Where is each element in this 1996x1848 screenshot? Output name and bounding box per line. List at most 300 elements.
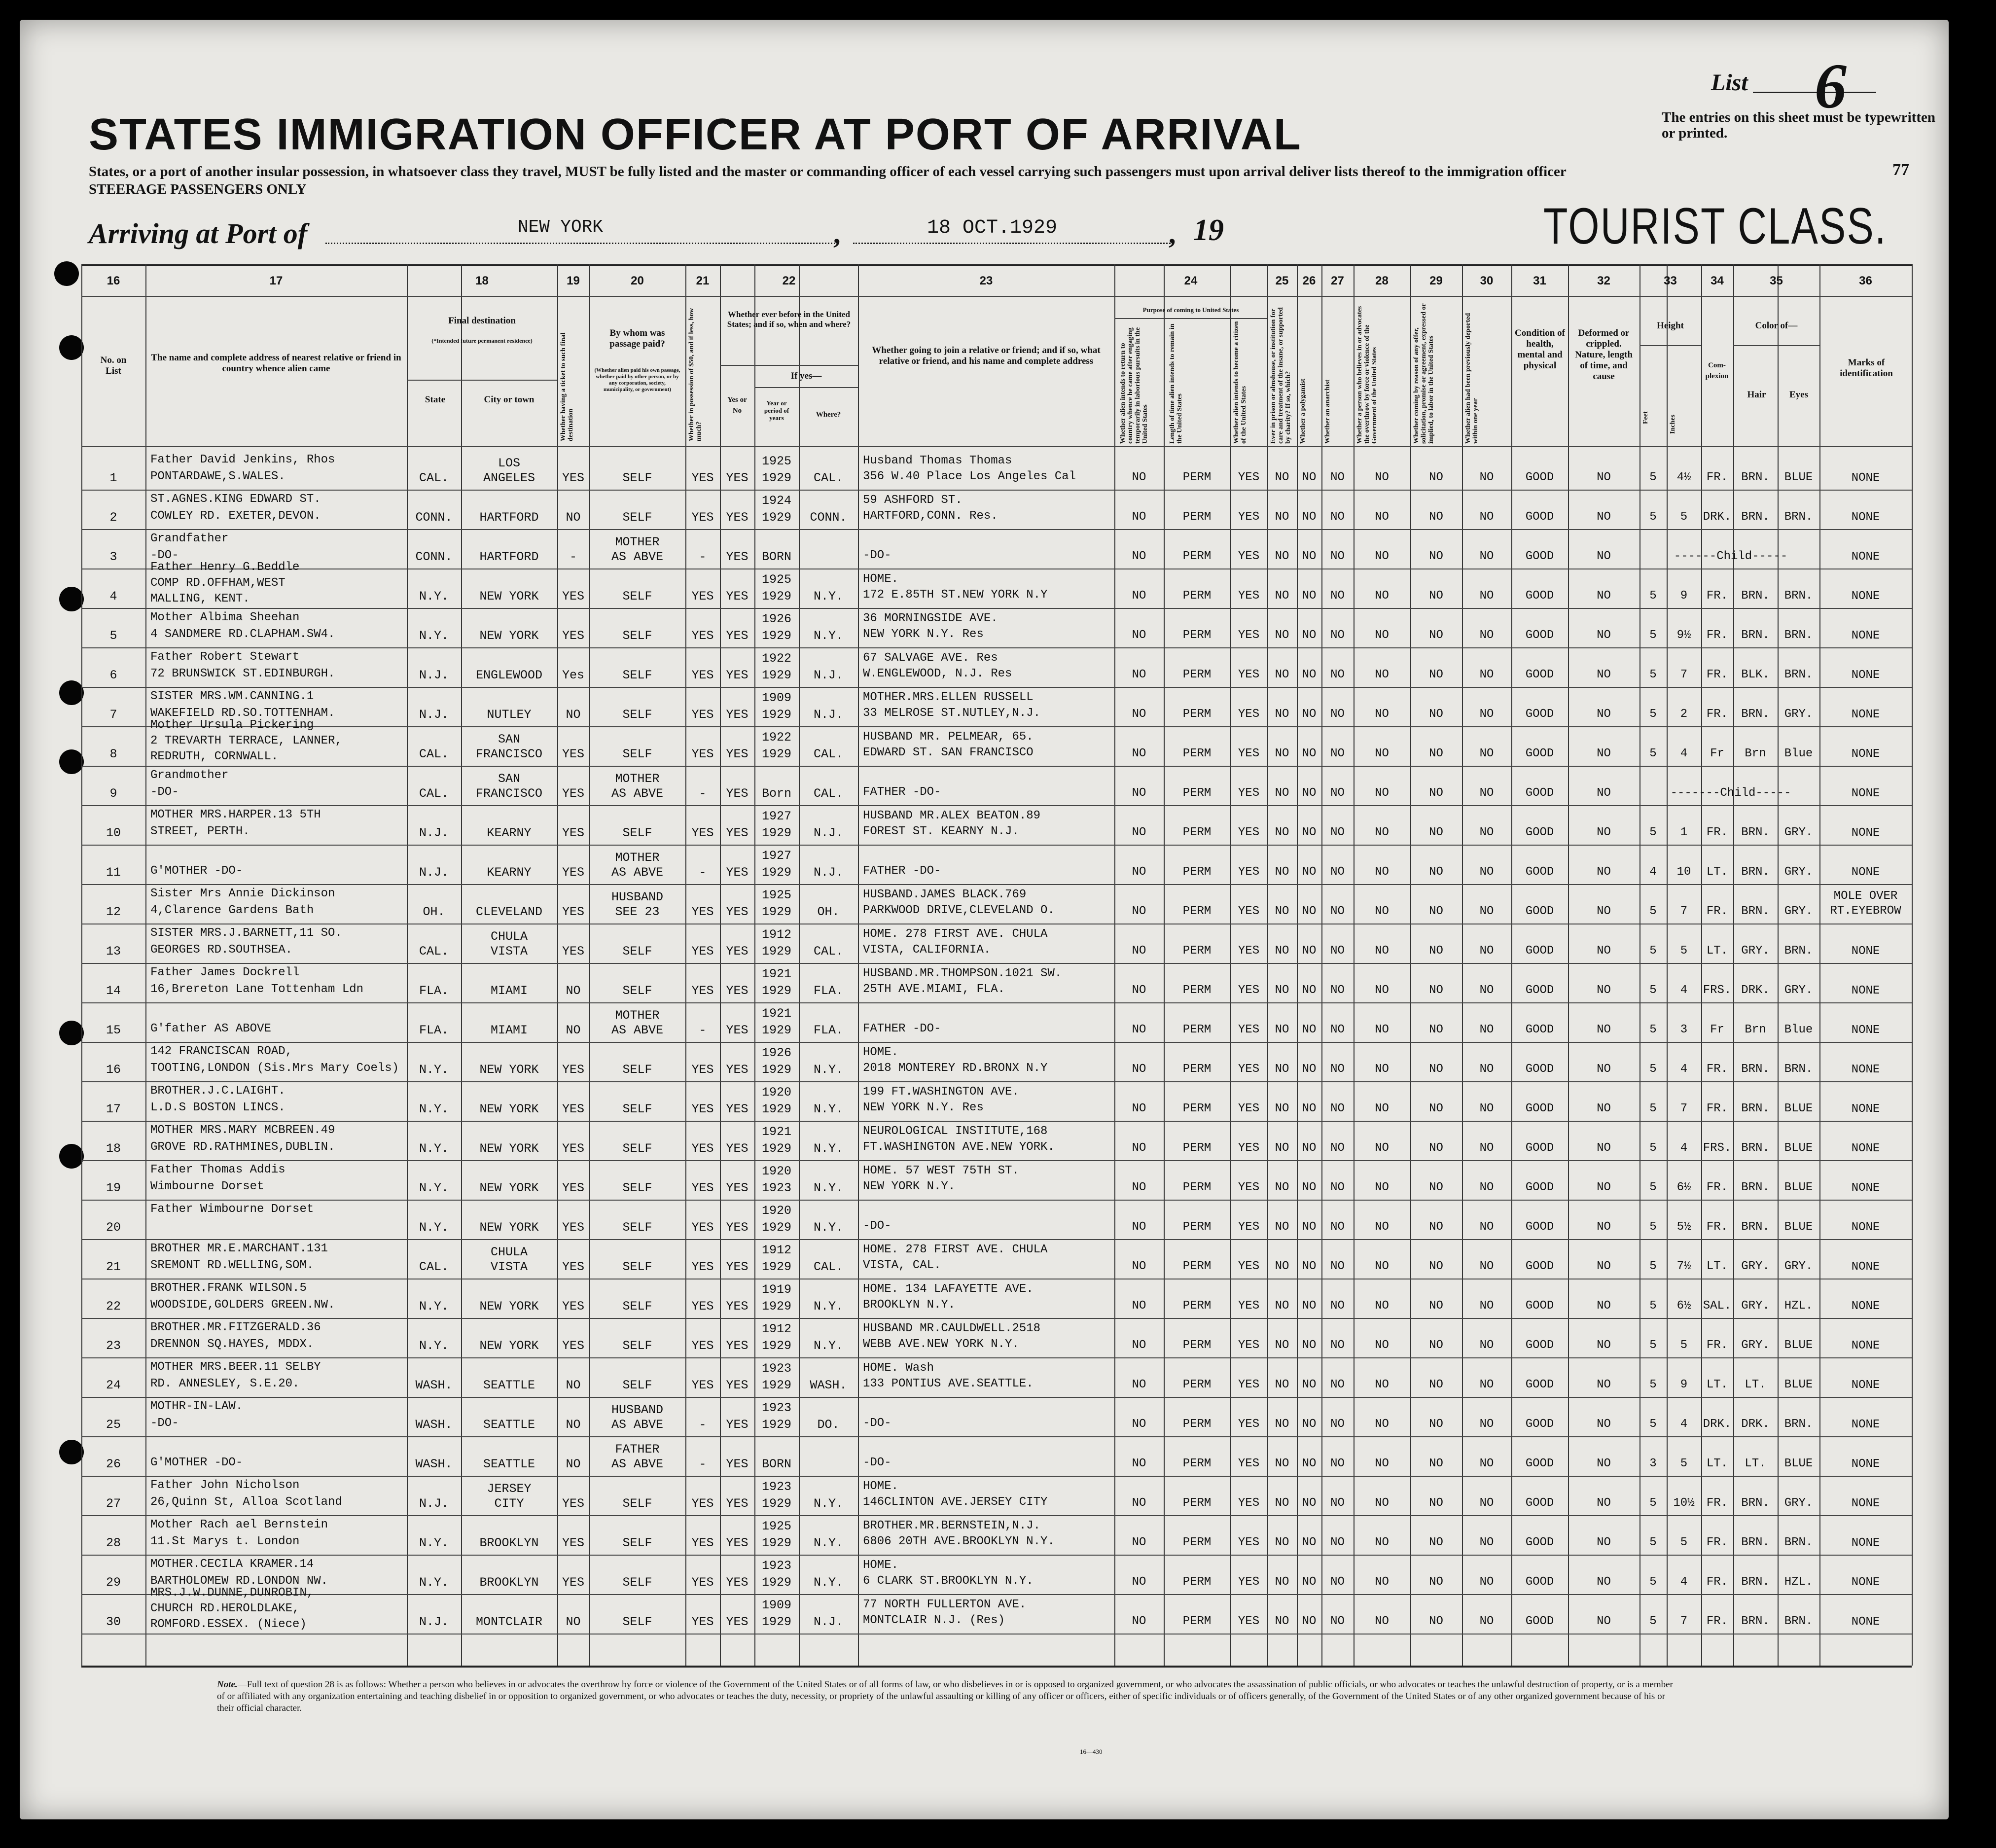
- column-number: 27: [1331, 274, 1344, 287]
- table-row: [0, 924, 1912, 964]
- dest-state: WASH.: [415, 1378, 453, 1392]
- where-value: N.Y.: [813, 1339, 843, 1353]
- column-rule: [1912, 264, 1913, 1666]
- dest-state: N.Y.: [419, 1575, 449, 1590]
- answer-c28: NO: [1375, 1023, 1389, 1036]
- header-marks: Marks of identification: [1840, 357, 1893, 379]
- answer-c24c: YES: [1238, 905, 1260, 918]
- dest-city: BROOKLYN: [479, 1575, 539, 1590]
- answer-deformed: NO: [1597, 1615, 1611, 1628]
- answer-c27: NO: [1330, 1457, 1345, 1470]
- column-number: 30: [1480, 274, 1494, 287]
- answer-inches: 4½: [1676, 471, 1691, 484]
- answer-c30: NO: [1479, 1378, 1494, 1391]
- joining-address: -DO-: [863, 1456, 891, 1469]
- subtitle-line: States, or a port of another insular possession, in whatsoever class they travel, MUST be fully listed and the master or commanding officer of each vessel carrying such passengers must upon arrival deliver lists thereof to the immigration officer: [89, 164, 1567, 179]
- answer-c24b: PERM: [1182, 1260, 1212, 1273]
- answer-c28: NO: [1375, 1102, 1389, 1115]
- answer-deformed: NO: [1597, 629, 1611, 642]
- answer-c24c: YES: [1238, 589, 1260, 603]
- where-value: N.Y.: [813, 1063, 843, 1077]
- answer-health: GOOD: [1525, 865, 1554, 879]
- page-title: STATES IMMIGRATION OFFICER AT PORT OF ARRIVAL: [89, 110, 1302, 159]
- relative-address: GEORGES RD.SOUTHSEA.: [150, 943, 293, 957]
- answer-inches: 9: [1680, 589, 1688, 603]
- relative-address-2: REDRUTH, CORNWALL.: [150, 750, 279, 763]
- passage-paid: SELF: [622, 1102, 652, 1116]
- identification-marks: NONE: [1851, 1181, 1880, 1195]
- table-row: [0, 451, 1912, 491]
- answer-c24a: NO: [1132, 471, 1146, 484]
- before-yes-no: YES: [726, 984, 748, 998]
- joining-relative: HOME.: [863, 572, 899, 586]
- header-final-destination: Final destination: [448, 316, 516, 326]
- answer-c24b: PERM: [1182, 1063, 1212, 1076]
- year-period: 1929: [761, 1378, 791, 1392]
- answer-c29: NO: [1429, 905, 1443, 918]
- answer-c30: NO: [1479, 1339, 1494, 1352]
- dest-state: CONN.: [415, 510, 453, 525]
- relative-address: GROVE RD.RATHMINES,DUBLIN.: [150, 1140, 335, 1154]
- year-period: 1929: [761, 1615, 791, 1629]
- dest-city: NEW YORK: [479, 1063, 539, 1077]
- answer-c30: NO: [1479, 1615, 1494, 1628]
- answer-c26: NO: [1302, 984, 1317, 997]
- answer-eyes: HZL.: [1784, 1575, 1813, 1589]
- answer-hair: BRN.: [1741, 629, 1770, 642]
- year-period: 1922: [761, 651, 791, 666]
- year-period: 1929: [761, 708, 791, 722]
- answer-c29: NO: [1429, 1102, 1443, 1115]
- answer-c24a: NO: [1132, 1496, 1146, 1510]
- relative-name: MOTHR-IN-LAW.: [150, 1400, 243, 1413]
- relative-address: -DO-: [150, 1417, 179, 1430]
- answer-inches: 6½: [1676, 1299, 1691, 1313]
- answer-c24a: NO: [1132, 865, 1146, 879]
- joining-address: FATHER -DO-: [863, 864, 941, 878]
- joining-relative: HOME. 57 WEST 75TH ST.: [863, 1164, 1019, 1177]
- relative-address: 11.St Marys t. London: [150, 1535, 300, 1548]
- answer-health: GOOD: [1525, 1496, 1554, 1510]
- answer-deformed: NO: [1597, 1536, 1611, 1549]
- header-inches: Inches: [1669, 415, 1676, 434]
- answer-complexion: FR.: [1706, 1536, 1728, 1549]
- answer-c27: NO: [1330, 1378, 1345, 1391]
- dest-city: NEW YORK: [479, 1220, 539, 1235]
- answer-c24c: YES: [1238, 826, 1260, 839]
- answer-c25: NO: [1275, 668, 1289, 681]
- identification-marks: NONE: [1851, 1024, 1880, 1037]
- identification-marks: NONE: [1851, 1418, 1880, 1431]
- identification-marks: MOLE OVER RT.EYEBROW: [1830, 889, 1901, 918]
- answer-c27: NO: [1330, 944, 1345, 958]
- row-number: 29: [106, 1575, 121, 1590]
- joining-address: VISTA, CAL.: [863, 1259, 941, 1272]
- before-yes-no: YES: [726, 510, 748, 525]
- relative-address: Wimbourne Dorset: [150, 1180, 264, 1193]
- row-number: 2: [109, 510, 117, 525]
- answer-inches: 5: [1680, 944, 1688, 958]
- answer-c25: NO: [1275, 550, 1289, 563]
- answer-c24b: PERM: [1182, 1141, 1212, 1155]
- identification-marks: NONE: [1851, 1536, 1880, 1550]
- dest-state: N.Y.: [419, 1339, 449, 1353]
- year-period: 1923: [761, 1361, 791, 1376]
- dest-city: SEATTLE: [483, 1457, 535, 1471]
- passage-paid: AS ABVE: [611, 1418, 664, 1432]
- where-value: N.Y.: [813, 589, 843, 604]
- answer-c24b: PERM: [1182, 826, 1212, 839]
- column-number: 34: [1711, 274, 1724, 287]
- row-number: 21: [106, 1260, 121, 1274]
- answer-feet: 4: [1649, 865, 1657, 879]
- row-number: 13: [106, 944, 121, 959]
- joining-relative: HUSBAND MR.CAULDWELL.2518: [863, 1322, 1041, 1335]
- header-q30: Whether alien had been previously deported within one year: [1464, 313, 1479, 444]
- money-value: YES: [691, 708, 714, 722]
- money-value: YES: [691, 1181, 714, 1195]
- comma: ,: [1169, 217, 1176, 249]
- answer-c25: NO: [1275, 629, 1289, 642]
- answer-c24c: YES: [1238, 1141, 1260, 1155]
- typewritten-note: The entries on this sheet must be typewritten or printed.: [1662, 109, 1935, 141]
- answer-c25: NO: [1275, 1260, 1289, 1273]
- ticket-value: YES: [562, 944, 584, 959]
- dest-state: N.J.: [419, 1615, 449, 1629]
- dest-city: LOS: [498, 456, 520, 470]
- answer-inches: 3: [1680, 1023, 1688, 1036]
- ticket-value: YES: [562, 1496, 584, 1511]
- port-dotted-line: [325, 243, 838, 244]
- passage-paid: SELF: [622, 1220, 652, 1235]
- answer-c24a: NO: [1132, 550, 1146, 563]
- relative-address: -DO-: [150, 549, 179, 562]
- header-q29: Whether coming by reason of any offer, solicitation, promise or agreement, expressed or implied, to labor in the United States: [1413, 303, 1435, 444]
- before-yes-no: YES: [726, 1496, 748, 1511]
- header-purpose: Purpose of coming to United States: [1142, 306, 1239, 314]
- row-number: 28: [106, 1536, 121, 1550]
- header-ticket: Whether having a ticket to such final destination: [560, 332, 574, 441]
- answer-c24a: NO: [1132, 1141, 1146, 1155]
- relative-address: WAKEFIELD RD.SO.TOTTENHAM.: [150, 707, 335, 720]
- relative-address: SREMONT RD.WELLING,SOM.: [150, 1259, 314, 1272]
- answer-c24a: NO: [1132, 1063, 1146, 1076]
- identification-marks: NONE: [1851, 669, 1880, 682]
- year-period: 1929: [761, 1141, 791, 1156]
- answer-c29: NO: [1429, 747, 1443, 760]
- table-row: [0, 491, 1912, 530]
- where-value: DO.: [817, 1418, 840, 1432]
- relative-address: 72 BRUNSWICK ST.EDINBURGH.: [150, 667, 335, 680]
- answer-c28: NO: [1375, 1141, 1389, 1155]
- relative-name: Mother Rach ael Bernstein: [150, 1518, 328, 1531]
- money-value: -: [699, 1023, 707, 1037]
- answer-c26: NO: [1302, 1063, 1317, 1076]
- answer-health: GOOD: [1525, 747, 1554, 760]
- joining-address: 25TH AVE.MIAMI, FLA.: [863, 983, 1005, 996]
- year-period: 1929: [761, 1063, 791, 1077]
- answer-c24a: NO: [1132, 1260, 1146, 1273]
- answer-c27: NO: [1330, 550, 1345, 563]
- answer-c28: NO: [1375, 629, 1389, 642]
- passage-paid: AS ABVE: [611, 550, 664, 564]
- answer-hair: BRN.: [1741, 1181, 1770, 1194]
- answer-c25: NO: [1275, 1615, 1289, 1628]
- dest-city: NEW YORK: [479, 629, 539, 643]
- answer-c24a: NO: [1132, 1536, 1146, 1549]
- answer-inches: 10½: [1673, 1496, 1695, 1510]
- year-period: 1927: [761, 849, 791, 863]
- relative-address: 16,Brereton Lane Tottenham Ldn: [150, 983, 364, 996]
- where-value: N.J.: [813, 708, 843, 722]
- answer-complexion: FRS.: [1703, 984, 1732, 997]
- column-number: 21: [696, 274, 710, 287]
- answer-c26: NO: [1302, 629, 1317, 642]
- answer-c24c: YES: [1238, 747, 1260, 760]
- answer-deformed: NO: [1597, 1457, 1611, 1470]
- page-subtitle: [89, 163, 1568, 198]
- answer-health: GOOD: [1525, 1102, 1554, 1115]
- dest-state: FLA.: [419, 1023, 449, 1037]
- answer-complexion: FR.: [1706, 629, 1728, 642]
- dest-city: FRANCISCO: [475, 747, 543, 761]
- steerage-label: STEERAGE PASSENGERS ONLY: [89, 181, 307, 197]
- table-row: [0, 1516, 1912, 1556]
- dest-city: ENGLEWOOD: [475, 668, 543, 682]
- answer-c30: NO: [1479, 747, 1494, 760]
- answer-c25: NO: [1275, 1575, 1289, 1589]
- answer-c24a: NO: [1132, 510, 1146, 524]
- answer-deformed: NO: [1597, 589, 1611, 603]
- answer-feet: 5: [1649, 1575, 1657, 1589]
- dest-state: CAL.: [419, 747, 449, 761]
- year-period: 1929: [761, 984, 791, 998]
- answer-feet: 5: [1649, 1181, 1657, 1194]
- dest-state: N.Y.: [419, 1141, 449, 1156]
- answer-inches: 10: [1676, 865, 1691, 879]
- answer-eyes: BLUE: [1784, 1181, 1813, 1194]
- answer-c25: NO: [1275, 1063, 1289, 1076]
- answer-c24b: PERM: [1182, 510, 1212, 524]
- dest-state: N.Y.: [419, 1181, 449, 1195]
- ticket-value: YES: [562, 1260, 584, 1274]
- dest-city: BROOKLYN: [479, 1536, 539, 1550]
- header-purpose-b: Length of time alien intends to remain in the United States: [1169, 323, 1183, 444]
- answer-feet: 5: [1649, 1536, 1657, 1549]
- answer-inches: 4: [1680, 747, 1688, 760]
- dest-city: KEARNY: [487, 826, 532, 840]
- header-subrule: [720, 365, 858, 366]
- answer-eyes: BLUE: [1784, 1339, 1813, 1352]
- column-number: 22: [782, 274, 796, 287]
- answer-health: GOOD: [1525, 944, 1554, 958]
- answer-inches: 4: [1680, 1418, 1688, 1431]
- answer-feet: 5: [1649, 510, 1657, 524]
- answer-c24a: NO: [1132, 786, 1146, 800]
- where-value: N.Y.: [813, 1536, 843, 1550]
- answer-eyes: BRN.: [1784, 1418, 1813, 1431]
- passage-paid: SELF: [622, 944, 652, 959]
- answer-c30: NO: [1479, 1023, 1494, 1036]
- identification-marks: NONE: [1851, 629, 1880, 642]
- passage-paid: SELF: [622, 1615, 652, 1629]
- arrival-date: 18 OCT.1929: [927, 217, 1058, 239]
- passage-paid: SELF: [622, 984, 652, 998]
- joining-relative: HOME.: [863, 1046, 899, 1059]
- table-row: [0, 648, 1912, 688]
- dest-state: CONN.: [415, 550, 453, 564]
- answer-c29: NO: [1429, 1181, 1443, 1194]
- answer-c29: NO: [1429, 1575, 1443, 1589]
- answer-c24c: YES: [1238, 865, 1260, 879]
- answer-complexion: FR.: [1706, 1339, 1728, 1352]
- row-number: 17: [106, 1102, 121, 1116]
- answer-feet: 3: [1649, 1457, 1657, 1470]
- year-period: 1923: [761, 1181, 791, 1195]
- joining-relative: NEUROLOGICAL INSTITUTE,168: [863, 1125, 1048, 1138]
- relative-name: Father Robert Stewart: [150, 650, 300, 664]
- before-yes-no: YES: [726, 1260, 748, 1274]
- answer-inches: 7: [1680, 1615, 1688, 1628]
- passage-paid: HUSBAND: [611, 1403, 664, 1417]
- relative-name: Mother Ursula Pickering: [150, 718, 314, 732]
- header-rule: [81, 446, 1912, 447]
- answer-c25: NO: [1275, 865, 1289, 879]
- row-number: 8: [109, 747, 117, 761]
- answer-c28: NO: [1375, 1457, 1389, 1470]
- joining-relative: 199 FT.WASHINGTON AVE.: [863, 1085, 1019, 1099]
- before-yes-no: YES: [726, 1299, 748, 1314]
- answer-deformed: NO: [1597, 1339, 1611, 1352]
- punch-hole: [59, 335, 84, 360]
- joining-relative: HOME. Wash: [863, 1361, 934, 1375]
- answer-c28: NO: [1375, 1536, 1389, 1549]
- answer-c30: NO: [1479, 1063, 1494, 1076]
- answer-complexion: FR.: [1706, 1063, 1728, 1076]
- relative-name: 142 FRANCISCAN ROAD,: [150, 1045, 293, 1058]
- answer-eyes: GRY.: [1784, 1496, 1813, 1510]
- ticket-value: YES: [562, 747, 584, 761]
- answer-complexion: DRK.: [1703, 510, 1732, 524]
- before-yes-no: YES: [726, 1102, 748, 1116]
- answer-c26: NO: [1302, 1299, 1317, 1313]
- year-period: 1921: [761, 1006, 791, 1021]
- header-hair: Hair: [1747, 390, 1766, 400]
- answer-c30: NO: [1479, 1181, 1494, 1194]
- ticket-value: YES: [562, 471, 584, 485]
- dest-state: WASH.: [415, 1418, 453, 1432]
- column-number: 36: [1859, 274, 1872, 287]
- answer-health: GOOD: [1525, 1220, 1554, 1234]
- year-period: 1923: [761, 1559, 791, 1573]
- answer-c24c: YES: [1238, 629, 1260, 642]
- relative-address: -DO-: [150, 785, 179, 799]
- row-number: 1: [109, 471, 117, 485]
- year-period: Born: [761, 786, 791, 801]
- joining-relative: 59 ASHFORD ST.: [863, 494, 962, 507]
- where-value: CAL.: [813, 747, 843, 761]
- answer-c30: NO: [1479, 708, 1494, 721]
- answer-health: GOOD: [1525, 1378, 1554, 1391]
- answer-deformed: NO: [1597, 708, 1611, 721]
- answer-c26: NO: [1302, 1536, 1317, 1549]
- answer-hair: BLK.: [1741, 668, 1770, 681]
- year-period: 1929: [761, 1299, 791, 1314]
- answer-c29: NO: [1429, 1615, 1443, 1628]
- year-period: 1926: [761, 1046, 791, 1060]
- relative-name: Father James Dockrell: [150, 966, 300, 979]
- where-value: N.Y.: [813, 629, 843, 643]
- answer-c30: NO: [1479, 1418, 1494, 1431]
- ticket-value: YES: [562, 1536, 584, 1550]
- answer-eyes: BLUE: [1784, 1102, 1813, 1115]
- dest-state: N.J.: [419, 708, 449, 722]
- answer-c24c: YES: [1238, 786, 1260, 800]
- answer-c24c: YES: [1238, 550, 1260, 563]
- relative-name: SISTER MRS.WM.CANNING.1: [150, 690, 314, 703]
- table-row: [0, 1437, 1912, 1477]
- answer-c27: NO: [1330, 1102, 1345, 1115]
- answer-c24a: NO: [1132, 826, 1146, 839]
- year-period: 1929: [761, 865, 791, 880]
- joining-address: NEW YORK N.Y.: [863, 1180, 956, 1193]
- year-period: 1924: [761, 494, 791, 508]
- joining-relative: Husband Thomas Thomas: [863, 454, 1012, 467]
- answer-eyes: GRY.: [1784, 708, 1813, 721]
- answer-c25: NO: [1275, 905, 1289, 918]
- header-complexion: Com-plexion: [1705, 361, 1729, 380]
- answer-c27: NO: [1330, 708, 1345, 721]
- answer-c26: NO: [1302, 1378, 1317, 1391]
- joining-relative: 77 NORTH FULLERTON AVE.: [863, 1598, 1027, 1611]
- answer-deformed: NO: [1597, 1260, 1611, 1273]
- answer-complexion: DRK.: [1703, 1418, 1732, 1431]
- dest-state: WASH.: [415, 1457, 453, 1471]
- answer-c25: NO: [1275, 984, 1289, 997]
- where-value: CONN.: [810, 510, 847, 525]
- row-number: 16: [106, 1063, 121, 1077]
- answer-c29: NO: [1429, 550, 1443, 563]
- answer-health: GOOD: [1525, 589, 1554, 603]
- passage-paid: SELF: [622, 1536, 652, 1550]
- answer-health: GOOD: [1525, 1615, 1554, 1628]
- answer-c24a: NO: [1132, 905, 1146, 918]
- answer-c25: NO: [1275, 1299, 1289, 1313]
- passage-paid: SELF: [622, 1496, 652, 1511]
- year-period: 1929: [761, 1220, 791, 1235]
- column-number: 32: [1597, 274, 1610, 287]
- answer-c28: NO: [1375, 747, 1389, 760]
- answer-hair: BRN.: [1741, 905, 1770, 918]
- answer-deformed: NO: [1597, 1575, 1611, 1589]
- relative-name: Father John Nicholson: [150, 1479, 300, 1492]
- answer-c26: NO: [1302, 1457, 1317, 1470]
- year-period: 1929: [761, 668, 791, 682]
- before-yes-no: YES: [726, 1141, 748, 1156]
- passage-paid: SEE 23: [615, 905, 660, 919]
- dest-state: N.Y.: [419, 1102, 449, 1116]
- before-yes-no: YES: [726, 1457, 748, 1471]
- answer-complexion: FR.: [1706, 1102, 1728, 1115]
- answer-c24c: YES: [1238, 1102, 1260, 1115]
- ticket-value: -: [569, 550, 577, 564]
- money-value: YES: [691, 510, 714, 525]
- answer-c25: NO: [1275, 747, 1289, 760]
- answer-c28: NO: [1375, 1615, 1389, 1628]
- answer-c30: NO: [1479, 1141, 1494, 1155]
- ticket-value: NO: [566, 1378, 581, 1392]
- joining-address: 2018 MONTEREY RD.BRONX N.Y: [863, 1062, 1048, 1075]
